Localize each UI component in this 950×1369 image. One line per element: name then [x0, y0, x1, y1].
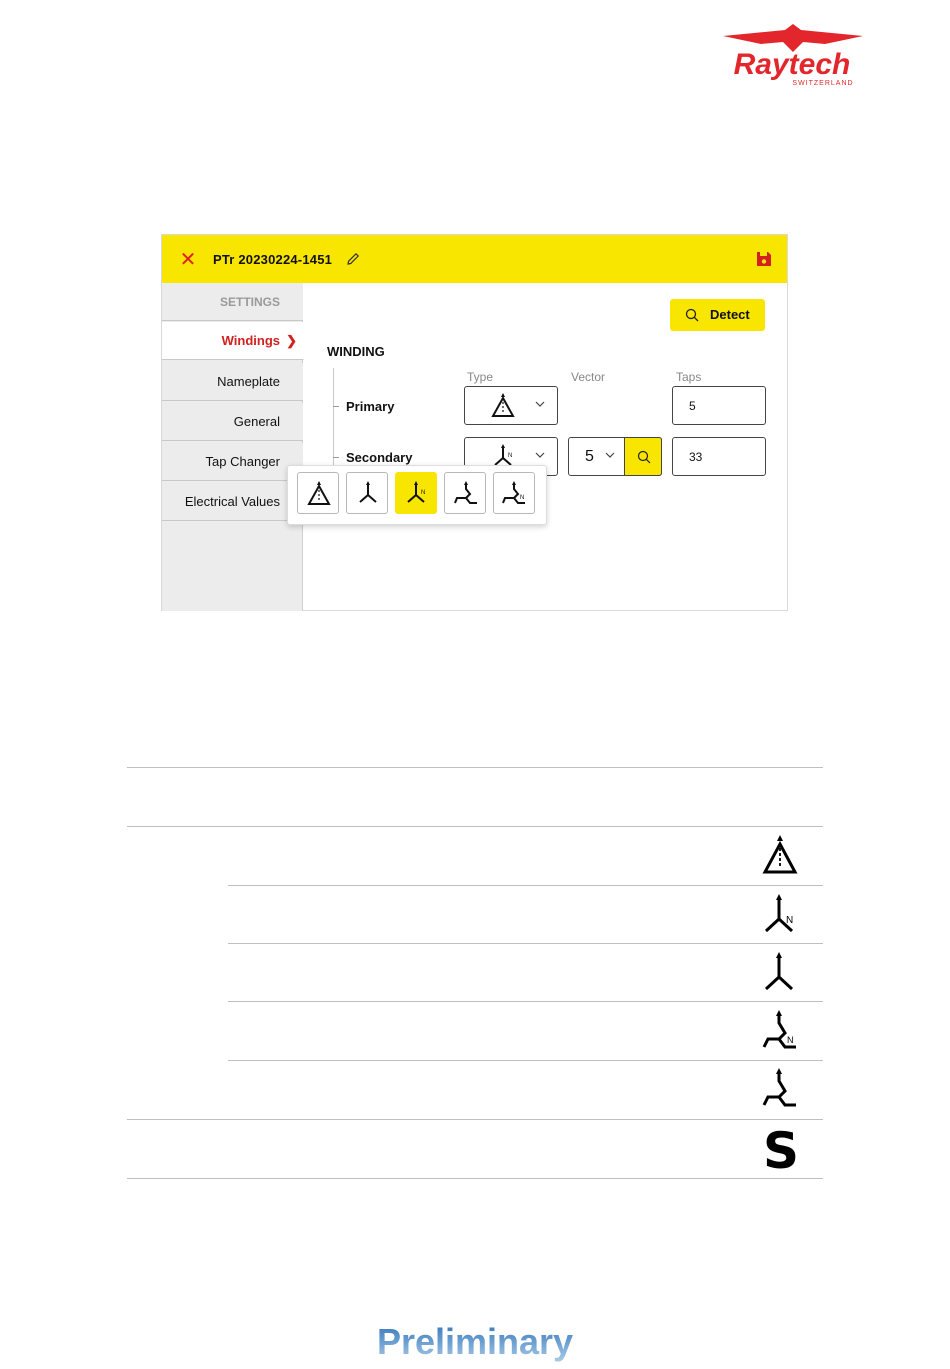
detect-button[interactable] — [670, 299, 765, 331]
section-title: WINDING — [327, 344, 385, 359]
svg-text:N: N — [520, 495, 525, 501]
save-icon[interactable] — [756, 251, 772, 267]
row-label-primary: Primary — [346, 399, 395, 414]
sidebar-item-nameplate[interactable]: Nameplate — [162, 363, 303, 401]
vector-search-button[interactable] — [624, 437, 662, 476]
type-option-star[interactable] — [346, 472, 388, 514]
top-bar — [162, 235, 787, 283]
svg-text:SWITZERLAND: SWITZERLAND — [792, 80, 854, 87]
sidebar-item-electrical-values[interactable]: Electrical Values — [162, 483, 303, 521]
tree-tick — [333, 406, 339, 407]
svg-text:Raytech: Raytech — [733, 48, 851, 81]
chevron-right-icon: ❯ — [286, 333, 297, 348]
type-option-delta[interactable] — [297, 472, 339, 514]
sidebar-item-windings[interactable] — [162, 322, 304, 360]
chevron-down-icon — [535, 452, 545, 459]
type-options-popup — [287, 465, 547, 525]
table-rule — [228, 1001, 823, 1002]
column-header-type: Type — [467, 370, 494, 384]
app-window — [161, 234, 788, 611]
table-rule — [228, 943, 823, 944]
zigzag-icon — [760, 1067, 800, 1111]
star-icon — [355, 481, 381, 507]
type-option-star-neutral[interactable] — [395, 472, 437, 514]
delta-icon — [490, 393, 516, 419]
star-icon — [760, 951, 800, 993]
sidebar — [162, 283, 303, 611]
svg-text:N: N — [786, 915, 794, 926]
chevron-down-icon — [605, 452, 615, 459]
secondary-vector-value: 5 — [585, 448, 594, 465]
test-title: PTr 20230224-1451 — [213, 252, 333, 267]
star-neutral-icon — [404, 481, 430, 507]
chevron-down-icon — [535, 401, 545, 408]
search-icon — [637, 450, 651, 464]
delta-icon — [306, 481, 332, 507]
table-rule — [127, 1119, 823, 1120]
svg-text:N: N — [421, 490, 426, 496]
secondary-vector-select[interactable] — [568, 437, 662, 476]
table-rule — [228, 1060, 823, 1061]
table-rule — [228, 885, 823, 886]
star-neutral-icon — [760, 893, 800, 935]
primary-taps-value: 5 — [689, 399, 696, 413]
sidebar-item-label: Windings — [221, 333, 280, 348]
svg-text:N: N — [508, 453, 513, 459]
preliminary-watermark — [375, 1318, 575, 1366]
close-icon[interactable]: ✕ — [179, 247, 197, 271]
sidebar-header-settings: SETTINGS — [162, 283, 303, 321]
main-panel — [303, 283, 787, 610]
row-label-secondary: Secondary — [346, 450, 413, 465]
zigzag-icon — [453, 481, 479, 507]
table-rule — [127, 767, 823, 768]
type-option-zigzag-neutral[interactable] — [493, 472, 535, 514]
sidebar-item-tap-changer[interactable]: Tap Changer — [162, 443, 303, 481]
delta-icon — [760, 834, 800, 876]
secondary-taps-value: 33 — [689, 450, 703, 464]
secondary-taps-field[interactable] — [672, 437, 766, 476]
svg-text:S: S — [762, 1122, 800, 1174]
svg-text:Preliminary: Preliminary — [376, 1321, 574, 1362]
search-icon — [685, 308, 699, 322]
primary-taps-field[interactable] — [672, 386, 766, 425]
raytech-logo — [705, 22, 880, 88]
s-symbol — [762, 1122, 800, 1174]
sidebar-item-general[interactable]: General — [162, 403, 303, 441]
column-header-vector: Vector — [571, 370, 606, 384]
zigzag-neutral-icon — [760, 1009, 800, 1053]
detect-label: Detect — [710, 307, 750, 322]
pencil-icon[interactable] — [345, 251, 361, 267]
zigzag-neutral-icon — [502, 481, 528, 507]
column-header-taps: Taps — [676, 370, 702, 384]
svg-text:N: N — [787, 1035, 794, 1045]
primary-type-select[interactable] — [464, 386, 558, 425]
tree-tick — [333, 457, 339, 458]
table-rule — [127, 1178, 823, 1179]
type-option-zigzag[interactable] — [444, 472, 486, 514]
table-rule — [127, 826, 823, 827]
